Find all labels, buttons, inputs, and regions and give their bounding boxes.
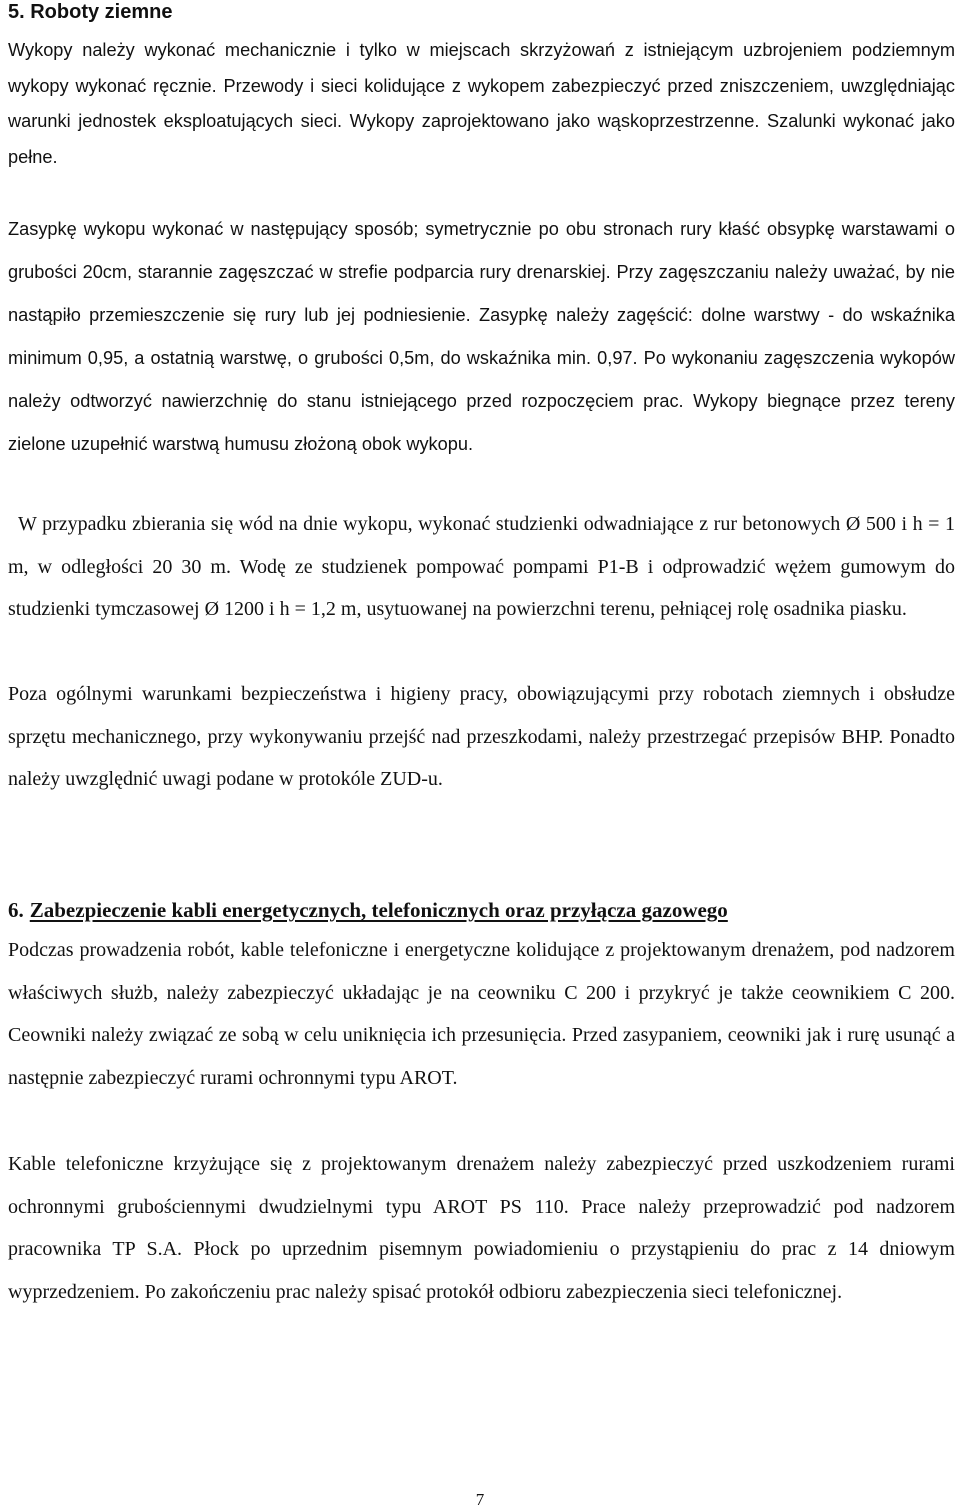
section-6-paragraph-1 bbox=[8, 929, 955, 1100]
paragraph-text: Kable telefoniczne krzyżujące się z projektowanym drenażem należy zabezpieczyć przed uszkodzeniem rurami ochronnymi grubościennymi dwudzielnymi typu AROT PS 110. Prace należy przeprowadzić pod nadzorem pracownika TP S.A. Płock po uprzednim pisemnym powiadomieniu o przystąpieniu do prac z 14 dniowym wyprzedzeniem. Po zakończeniu prac należy spisać protokół odbioru zabezpieczenia sieci telefonicznej. bbox=[8, 1153, 955, 1304]
paragraph-text-body: W przypadku zbierania się wód na dnie wykopu, wykonać studzienki odwadniające z rur betonowych Ø 500 i h = 1 m, w odległości 20 30 m. Wodę ze studzienek pompować pompami P1-B i odprowadzić wężem gumowym do studzienki tymczasowej Ø 1200 i h = 1,2 m, usytuowanej na powierzchni terenu, pełniącej rolę osadnika piasku. bbox=[8, 513, 955, 621]
paragraph-text-part-b: Przy zagęszczaniu należy uważać, by nie nastąpiło przemieszczenie się rury lub jej podniesienie. Zasypkę należy zagęścić: dolne warstwy - do wskaźnika minimum 0,95, a ostatnią warstwę, o grubości 0,5m, do wskaźnika min. 0,97. Po wykonaniu zagęszczenia wykopów należy odtworzyć nawierzchnię do stanu istniejącego przed rozpoczęciem prac. Wykopy biegnące przez tereny zielone uzupełnić warstwą humusu złożoną obok wykopu. bbox=[8, 262, 955, 454]
section-6-title: Zabezpieczenie kabli energetycznych, telefonicznych oraz przyłącza gazowego bbox=[29, 898, 728, 922]
paragraph-text bbox=[8, 503, 955, 631]
section-5-paragraph-2 bbox=[8, 208, 955, 466]
paragraph-text: Wykopy należy wykonać mechanicznie i tylko w miejscach skrzyżowań z istniejącym uzbrojeniem podziemnym wykopy wykonać ręcznie. Przewody i sieci kolidujące z wykopem zabezpieczyć przed zniszczeniem, uwzględniając warunki jednostek eksploatujących sieci. Wykopy zaprojektowano jako wąskoprzestrzenne. Szalunki wykonać jako pełne. bbox=[8, 40, 955, 168]
paragraph-text bbox=[8, 208, 955, 466]
section-5-paragraph-1 bbox=[8, 33, 955, 176]
paragraph-text: Podczas prowadzenia robót, kable telefoniczne i energetyczne kolidujące z projektowanym drenażem, pod nadzorem właściwych służb, należy zabezpieczyć układając je na ceowniku C 200 i przykryć je także ceownikiem C 200. Ceowniki należy związać ze sobą w celu uniknięcia ich przesunięcia. Przed zasypaniem, ceowniki jak i rurę usunąć a następnie zabezpieczyć rurami ochronnymi typu AROT. bbox=[8, 939, 955, 1090]
section-5-paragraph-3 bbox=[8, 503, 955, 631]
page-number: 7 bbox=[475, 1490, 485, 1509]
section-6-heading bbox=[8, 896, 728, 924]
document-page bbox=[8, 0, 955, 1304]
section-6-number: 6. bbox=[8, 898, 24, 922]
section-6-paragraph-2 bbox=[8, 1143, 955, 1314]
paragraph-text: Poza ogólnymi warunkami bezpieczeństwa i higieny pracy, obowiązującymi przy robotach ziemnych i obsłudze sprzętu mechanicznego, przy wykonywaniu przejść nad przeszkodami, należy przestrzegać przepisów BHP. Ponadto należy uwzględnić uwagi podane w protokóle ZUD-u. bbox=[8, 683, 955, 791]
section-5-paragraph-4 bbox=[8, 673, 955, 801]
section-5-heading: 5. Roboty ziemne bbox=[8, 1, 173, 23]
paragraph-text-part-a: Zasypkę wykopu wykonać w następujący sposób; symetrycznie po obu stronach rury kłaść obsypkę warstawami o grubości 20cm, starannie zagęszczać w strefie podparcia rury drenarskiej. bbox=[8, 219, 955, 282]
